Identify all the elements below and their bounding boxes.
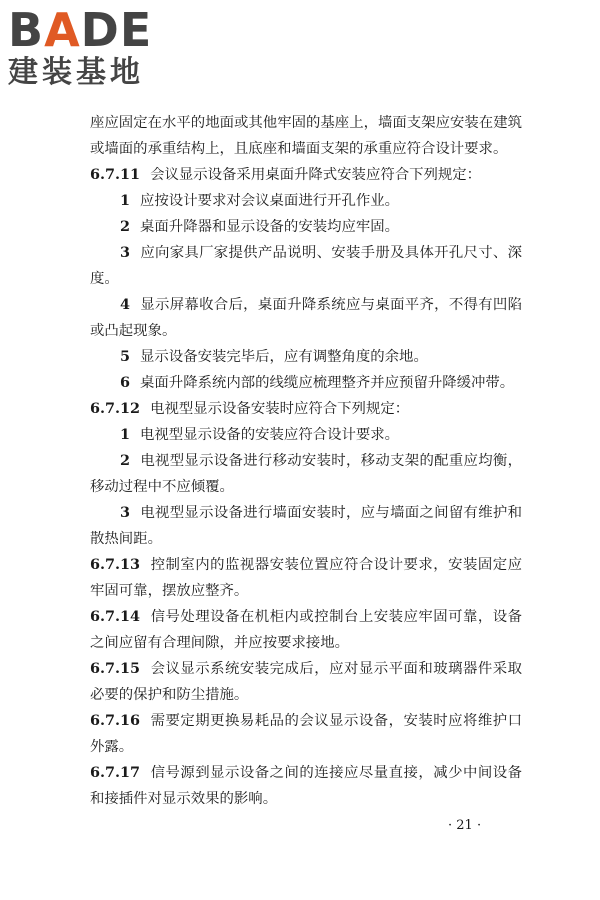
paragraph-text: 桌面升降器和显示设备的安装均应牢固。 [140, 219, 400, 235]
paragraph-text: 桌面升降系统内部的线缆应梳理整齐并应预留升降缓冲带。 [140, 375, 515, 391]
paragraph-text: 电视型显示设备进行墙面安装时，应与墙面之间留有维护和散热间距。 [90, 505, 522, 547]
clause-number: 6.7.17 [90, 764, 141, 781]
item-number: 1 [120, 192, 131, 209]
paragraph-text: 信号源到显示设备之间的连接应尽量直接，减少中间设备和接插件对显示效果的影响。 [90, 765, 522, 807]
page-number: · 21 · [448, 818, 482, 833]
item-number: 5 [120, 348, 131, 365]
clause-6-7-15 [90, 656, 522, 708]
paragraph-text: 会议显示系统安装完成后，应对显示平面和玻璃器件采取必要的保护和防尘措施。 [90, 661, 522, 703]
clause-6-7-13 [90, 552, 522, 604]
paragraph-text: 座应固定在水平的地面或其他牢固的基座上，墙面支架应安装在建筑或墙面的承重结构上，且底座和墙面支架的承重应符合设计要求。 [90, 115, 522, 157]
paragraph-text: 电视型显示设备安装时应符合下列规定： [150, 401, 410, 417]
paragraph-text: 应按设计要求对会议桌面进行开孔作业。 [140, 193, 400, 209]
list-item [90, 370, 522, 396]
clause-number: 6.7.13 [90, 556, 141, 573]
list-item [90, 292, 522, 344]
clause-6-7-12 [90, 396, 522, 422]
item-number: 3 [120, 244, 131, 261]
clause-number: 6.7.16 [90, 712, 141, 729]
paragraph-text: 电视型显示设备的安装应符合设计要求。 [140, 427, 400, 443]
clause-6-7-11 [90, 162, 522, 188]
list-item [90, 448, 522, 500]
bade-logo [8, 4, 173, 94]
clause-6-7-14 [90, 604, 522, 656]
item-number: 2 [120, 218, 131, 235]
paragraph-text: 显示设备安装完毕后，应有调整角度的余地。 [140, 349, 428, 365]
paragraph-text: 需要定期更换易耗品的会议显示设备，安装时应将维护口外露。 [90, 713, 522, 755]
list-item [90, 500, 522, 552]
item-number: 2 [120, 452, 131, 469]
item-number: 4 [120, 296, 131, 313]
logo-wordmark: BADE [8, 3, 153, 57]
paragraph-text: 电视型显示设备进行移动安装时，移动支架的配重应均衡，移动过程中不应倾覆。 [90, 453, 522, 495]
clause-number: 6.7.11 [90, 166, 141, 183]
document-body [90, 110, 522, 812]
paragraph-text: 信号处理设备在机柜内或控制台上安装应牢固可靠，设备之间应留有合理间隙，并应按要求接地。 [90, 609, 522, 651]
paragraph-text: 显示屏幕收合后，桌面升降系统应与桌面平齐，不得有凹陷或凸起现象。 [90, 297, 522, 339]
logo-subtitle: 建装基地 [8, 55, 144, 90]
clause-6-7-17 [90, 760, 522, 812]
clause-number: 6.7.12 [90, 400, 141, 417]
list-item [90, 240, 522, 292]
paragraph-text: 控制室内的监视器安装位置应符合设计要求，安装固定应牢固可靠，摆放应整齐。 [90, 557, 522, 599]
list-item [90, 188, 522, 214]
list-item [90, 422, 522, 448]
list-item [90, 214, 522, 240]
paragraph-text [90, 110, 522, 162]
item-number: 1 [120, 426, 131, 443]
item-number: 3 [120, 504, 131, 521]
clause-6-7-16 [90, 708, 522, 760]
paragraph-text: 会议显示设备采用桌面升降式安装应符合下列规定： [150, 167, 482, 183]
list-item [90, 344, 522, 370]
paragraph-text: 应向家具厂家提供产品说明、安装手册及具体开孔尺寸、深度。 [90, 245, 522, 287]
item-number: 6 [120, 374, 131, 391]
clause-number: 6.7.14 [90, 608, 141, 625]
clause-number: 6.7.15 [90, 660, 141, 677]
